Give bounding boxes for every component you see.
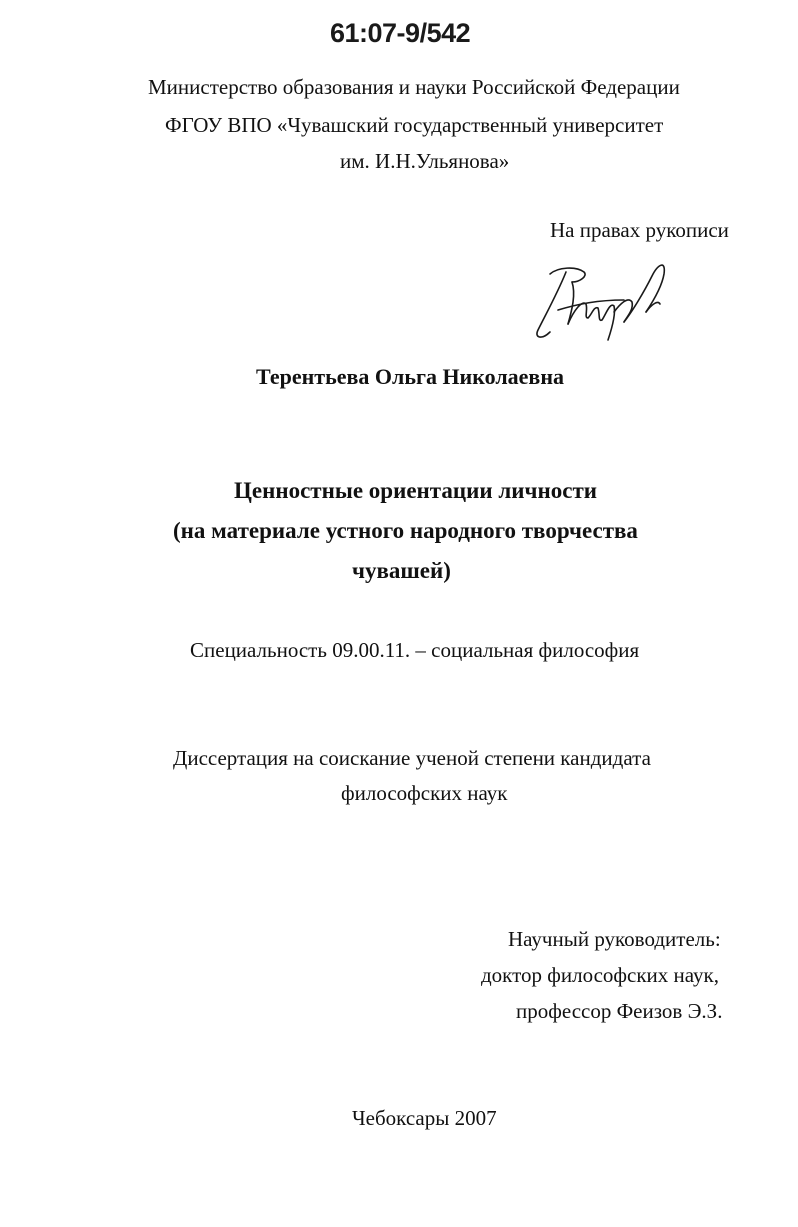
- title-line-1: Ценностные ориентации личности: [234, 478, 598, 503]
- signature-image: [528, 252, 678, 352]
- place-year: Чебоксары 2007: [352, 1106, 497, 1130]
- specialty: Специальность 09.00.11. – социальная философия: [190, 638, 640, 662]
- title-line-3: чувашей): [352, 558, 451, 583]
- supervisor-line-1: Научный руководитель:: [508, 927, 721, 951]
- manuscript-note: На правах рукописи: [550, 218, 729, 242]
- title-line-2: (на материале устного народного творчества: [173, 518, 638, 543]
- dissertation-line-2: философских наук: [341, 781, 508, 805]
- institution-line-3: им. И.Н.Ульянова»: [340, 149, 510, 173]
- archive-stamp: 61:07-9/542: [330, 18, 471, 48]
- author-name: Терентьева Ольга Николаевна: [256, 364, 564, 389]
- institution-line-2: ФГОУ ВПО «Чувашский государственный университет: [165, 113, 664, 137]
- institution-line-1: Министерство образования и науки Российской Федерации: [148, 75, 680, 99]
- supervisor-line-3: профессор Феизов Э.З.: [516, 999, 723, 1023]
- supervisor-line-2: доктор философских наук,: [481, 963, 719, 987]
- dissertation-line-1: Диссертация на соискание ученой степени кандидата: [173, 746, 651, 770]
